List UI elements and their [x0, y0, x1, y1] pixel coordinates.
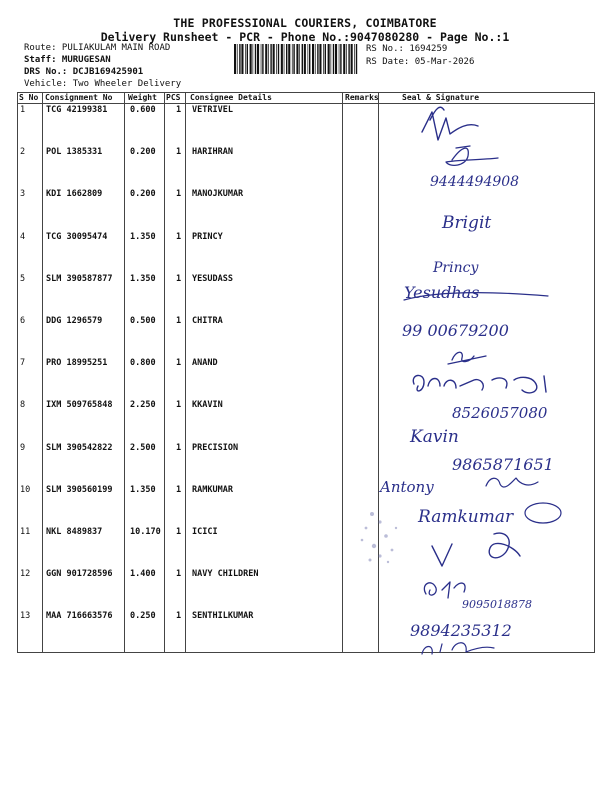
table-row [0, 611, 600, 653]
table-row [0, 105, 600, 147]
row-consignee: HARIHRAN [192, 147, 233, 158]
table-row [0, 485, 600, 527]
row-consignment-no: KDI 1662809 [46, 189, 103, 200]
header-consignee: Consignee Details [190, 93, 272, 102]
row-pcs: 1 [176, 358, 182, 369]
row-consignment-no: PRO 18995251 [46, 358, 108, 369]
rs-number: RS No.: 1694259 [366, 44, 448, 54]
vehicle-label: Vehicle: Two Wheeler Delivery [24, 79, 182, 89]
signature-text: 9865871651 [452, 455, 554, 474]
signature-text: 9444494908 [430, 174, 520, 190]
signature-text: 9095018878 [462, 598, 532, 611]
row-consignee: ICICI [192, 527, 218, 537]
row-consignment-no: SLM 390542822 [46, 442, 113, 453]
header-pcs: PCS [166, 93, 181, 102]
row-weight: 1.350 [130, 484, 156, 495]
row-consignment-no: MAA 716663576 [46, 611, 113, 622]
table-row [0, 400, 600, 442]
table-row [0, 527, 600, 569]
signature-text: 9894235312 [410, 621, 512, 640]
row-consignment-no: NKL 8489837 [46, 527, 103, 537]
signature-text: Brigit [442, 213, 492, 233]
table-row [0, 316, 600, 358]
row-sno: 11 [20, 527, 31, 537]
rs-date: RS Date: 05-Mar-2026 [366, 57, 475, 67]
row-consignee: RAMKUMAR [192, 484, 233, 495]
row-consignment-no: SLM 390587877 [46, 273, 113, 284]
row-weight: 1.350 [130, 231, 156, 242]
signature-text: Princy [433, 260, 479, 276]
row-sno: 8 [20, 400, 26, 411]
signature-text: Ramkumar [418, 507, 514, 527]
row-weight: 2.500 [130, 442, 156, 453]
signature-text: Kavin [410, 427, 459, 447]
row-consignment-no: TCG 42199381 [46, 105, 108, 115]
row-sno: 3 [20, 189, 26, 200]
row-sno: 4 [20, 231, 26, 242]
row-weight: 0.200 [130, 189, 156, 200]
row-weight: 0.800 [130, 358, 156, 369]
route-label: Route: PULIAKULAM MAIN ROAD [24, 43, 171, 53]
row-weight: 0.200 [130, 147, 156, 158]
row-pcs: 1 [176, 527, 182, 537]
row-consignment-no: POL 1385331 [46, 147, 103, 158]
signature-text: 8526057080 [452, 404, 548, 422]
row-consignee: NAVY CHILDREN [192, 569, 259, 580]
row-consignment-no: GGN 901728596 [46, 569, 113, 580]
row-pcs: 1 [176, 105, 182, 115]
row-pcs: 1 [176, 316, 182, 326]
header-signature: Seal & Signature [402, 93, 480, 102]
row-weight: 2.250 [130, 400, 156, 411]
row-weight: 0.250 [130, 611, 156, 622]
row-consignee: VETRIVEL [192, 105, 233, 115]
row-pcs: 1 [176, 484, 182, 495]
table-row [0, 443, 600, 485]
table-row [0, 274, 600, 316]
table-row [0, 569, 600, 611]
row-weight: 10.170 [130, 527, 161, 537]
row-consignment-no: SLM 390560199 [46, 484, 113, 495]
row-consignment-no: IXM 509765848 [46, 400, 113, 411]
row-sno: 13 [20, 611, 31, 622]
row-consignee: YESUDASS [192, 273, 233, 284]
row-consignee: CHITRA [192, 316, 223, 326]
row-pcs: 1 [176, 273, 182, 284]
row-weight: 0.600 [130, 105, 156, 115]
signature-text: Yesudhas [404, 283, 480, 302]
row-consignment-no: DDG 1296579 [46, 316, 103, 326]
row-sno: 10 [20, 484, 31, 495]
row-pcs: 1 [176, 611, 182, 622]
table-row [0, 147, 600, 189]
drs-number: DRS No.: DCJB169425901 [24, 67, 144, 77]
row-pcs: 1 [176, 231, 182, 242]
row-consignee: SENTHILKUMAR [192, 611, 254, 622]
row-sno: 2 [20, 147, 26, 158]
row-consignee: PRINCY [192, 231, 223, 242]
row-weight: 1.350 [130, 273, 156, 284]
staff-label: Staff: MURUGESAN [24, 55, 111, 65]
company-title: THE PROFESSIONAL COURIERS, COIMBATORE [173, 16, 437, 30]
row-sno: 12 [20, 569, 31, 580]
signature-text: Antony [380, 478, 434, 496]
row-pcs: 1 [176, 147, 182, 158]
table-row [0, 232, 600, 274]
row-pcs: 1 [176, 189, 182, 200]
row-pcs: 1 [176, 569, 182, 580]
row-consignee: ANAND [192, 358, 218, 369]
runsheet-subtitle: Delivery Runsheet - PCR - Phone No.:9047080280 - Page No.:1 [100, 30, 510, 44]
row-consignee: KKAVIN [192, 400, 223, 411]
row-sno: 6 [20, 316, 26, 326]
row-sno: 9 [20, 442, 26, 453]
row-pcs: 1 [176, 442, 182, 453]
row-pcs: 1 [176, 400, 182, 411]
row-consignee: MANOJKUMAR [192, 189, 244, 200]
table-row [0, 189, 600, 231]
row-sno: 1 [20, 105, 26, 115]
barcode-icon [234, 44, 360, 74]
row-weight: 1.400 [130, 569, 156, 580]
row-consignee: PRECISION [192, 442, 239, 453]
row-consignment-no: TCG 30095474 [46, 231, 108, 242]
row-sno: 7 [20, 358, 26, 369]
table-row [0, 358, 600, 400]
signature-text: 99 00679200 [402, 321, 509, 340]
header-sno: S No [19, 93, 39, 102]
table-header-divider [17, 103, 595, 104]
header-consignment: Consignment No [45, 93, 113, 102]
row-weight: 0.500 [130, 316, 156, 326]
header-remarks: Remarks [345, 93, 379, 102]
header-weight: Weight [128, 93, 157, 102]
row-sno: 5 [20, 273, 26, 284]
